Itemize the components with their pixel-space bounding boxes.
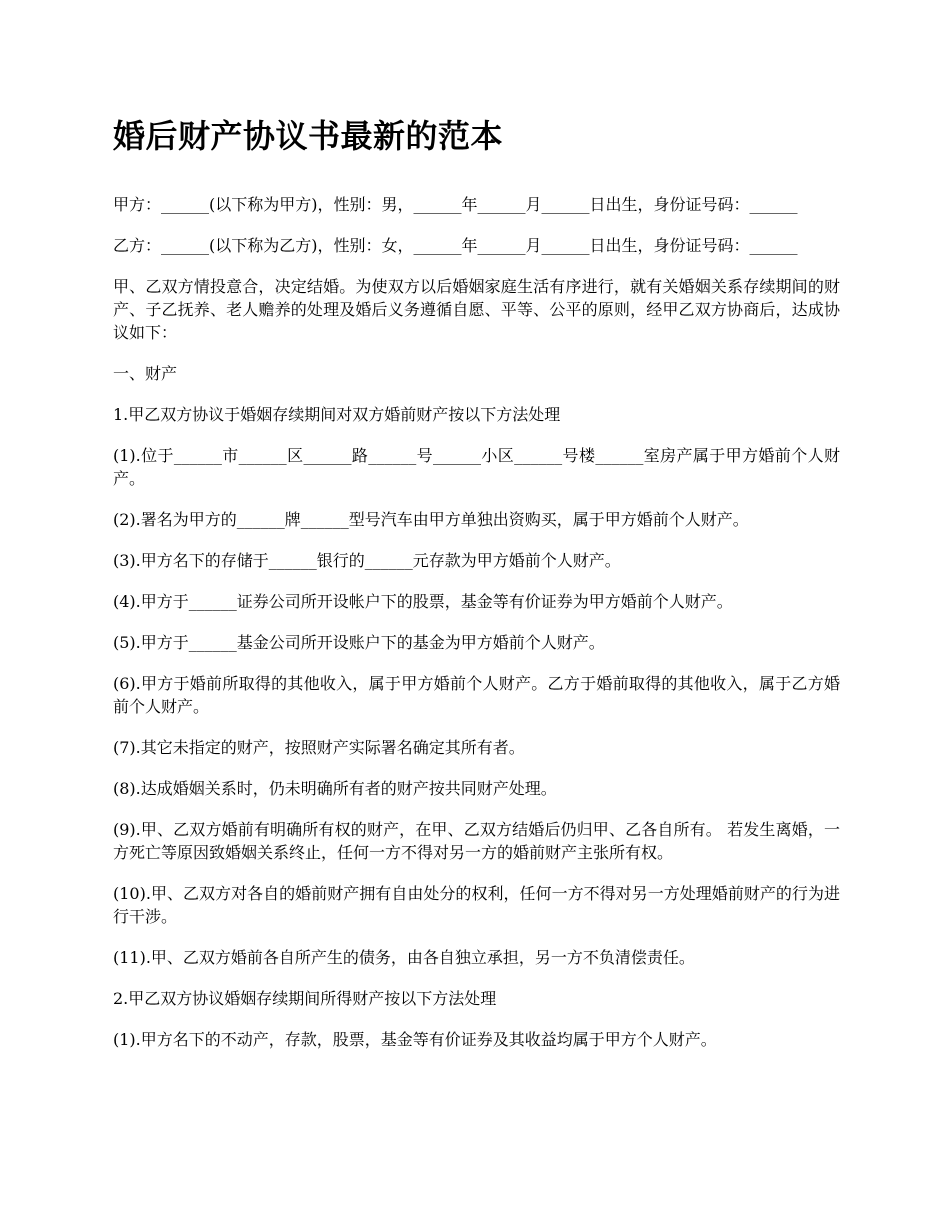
clause-1-item-6: (6).甲方于婚前所取得的其他收入，属于甲方婚前个人财产。乙方于婚前取得的其他收入，属于乙方婚前个人财产。 bbox=[113, 674, 840, 716]
party-a-info: 甲方：______(以下称为甲方)，性别：男，______年______月______日出生，身份证号码：______ bbox=[113, 195, 798, 214]
clause-2-heading: 2.甲乙双方协议婚姻存续期间所得财产按以下方法处理 bbox=[113, 989, 497, 1008]
clause-2-item-1: (1).甲方名下的不动产，存款，股票，基金等有价证券及其收益均属于甲方个人财产。 bbox=[113, 1030, 717, 1049]
document-page bbox=[113, 112, 840, 1069]
clause-1-item-7: (7).其它未指定的财产，按照财产实际署名确定其所有者。 bbox=[113, 738, 525, 757]
clause-1-item-11: (11).甲、乙双方婚前各自所产生的债务，由各自独立承担，另一方不负清偿责任。 bbox=[113, 948, 695, 967]
clause-1-item-4: (4).甲方于______证券公司所开设帐户下的股票，基金等有价证券为甲方婚前个人财产。 bbox=[113, 592, 733, 611]
clause-1-item-1: (1).位于______市______区______路______号______小区______号楼______室房产属于甲方婚前个人财产。 bbox=[113, 446, 840, 488]
preamble: 甲、乙双方情投意合，决定结婚。为使双方以后婚姻家庭生活有序进行，就有关婚姻关系存续期间的财产、子乙抚养、老人赡养的处理及婚后义务遵循自愿、平等、公平的原则，经甲乙双方协商后，达成协议如下： bbox=[113, 277, 840, 342]
clause-1-item-8: (8).达成婚姻关系时，仍未明确所有者的财产按共同财产处理。 bbox=[113, 779, 557, 798]
clause-1-item-3: (3).甲方名下的存储于______银行的______元存款为甲方婚前个人财产。 bbox=[113, 551, 621, 570]
clause-1-item-9: (9).甲、乙双方婚前有明确所有权的财产，在甲、乙双方结婚后仍归甲、乙各自所有。 若发生离婚，一方死亡等原因致婚姻关系终止，任何一方不得对另一方的婚前财产主张所有权。 bbox=[113, 820, 840, 862]
clause-1-item-2: (2).署名为甲方的______牌______型号汽车由甲方单独出资购买，属于甲方婚前个人财产。 bbox=[113, 510, 749, 529]
clause-1-heading: 1.甲乙双方协议于婚姻存续期间对双方婚前财产按以下方法处理 bbox=[113, 405, 561, 424]
clause-1-item-10: (10).甲、乙双方对各自的婚前财产拥有自由处分的权利，任何一方不得对另一方处理婚前财产的行为进行干涉。 bbox=[113, 884, 840, 926]
document-title: 婚后财产协议书最新的范本 bbox=[113, 117, 504, 155]
clause-1-item-5: (5).甲方于______基金公司所开设账户下的基金为甲方婚前个人财产。 bbox=[113, 633, 605, 652]
party-b-info: 乙方：______(以下称为乙方)，性别：女，______年______月______日出生，身份证号码：______ bbox=[113, 236, 798, 255]
section-heading-property: 一、财产 bbox=[113, 364, 178, 383]
